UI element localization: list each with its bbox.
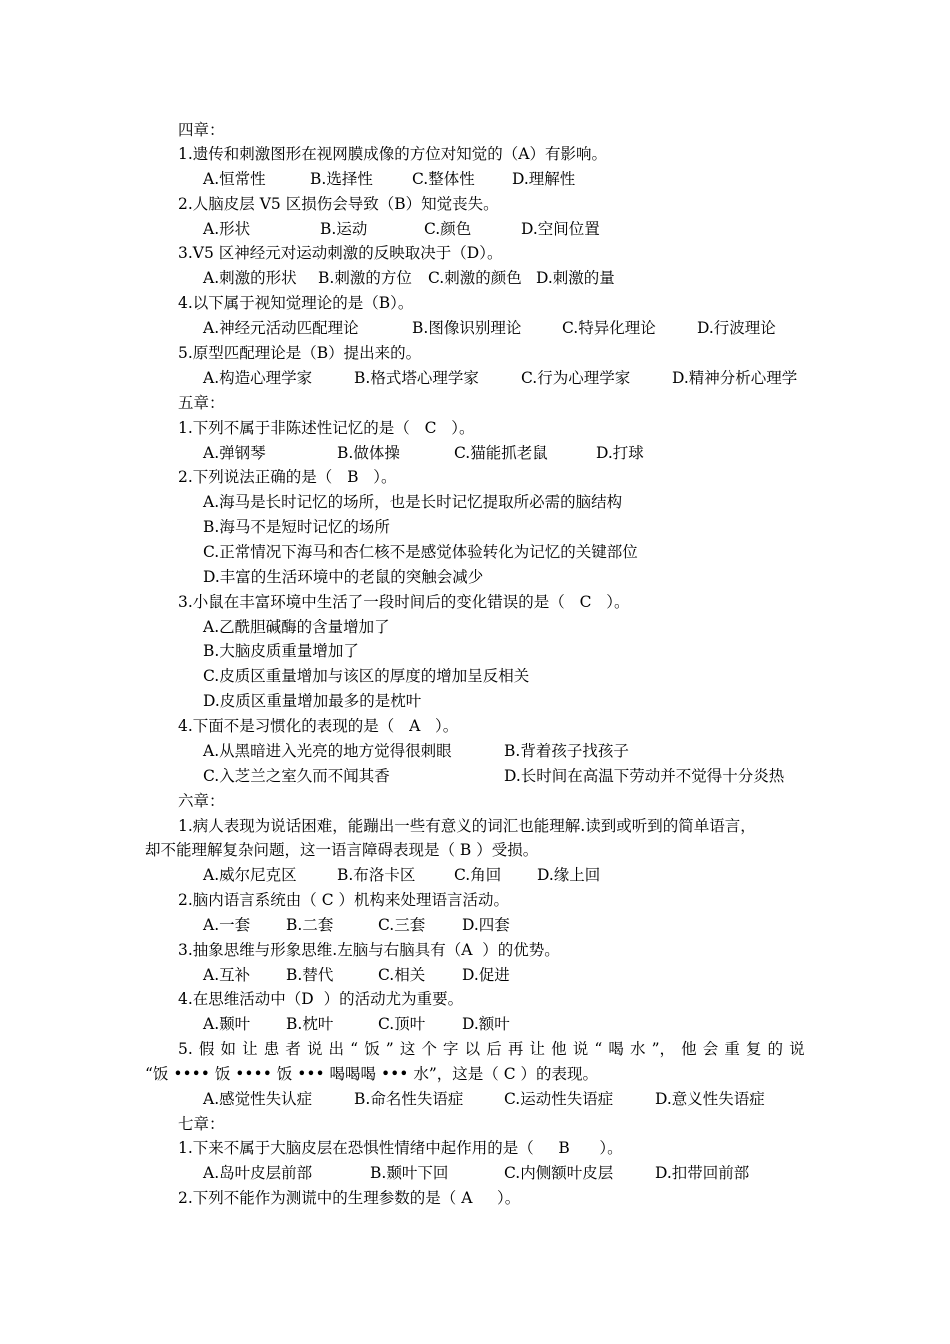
question-5-4: 4.下面不是习惯化的表现的是（ A ）。 <box>178 717 459 735</box>
word: 让 <box>529 1040 545 1058</box>
question-5-3: 3.小鼠在丰富环境中生活了一段时间后的变化错误的是（ C ）。 <box>178 593 630 611</box>
option: C.皮质区重量增加与该区的厚度的增加呈反相关 <box>203 667 530 685</box>
option: A.互补 <box>203 966 251 984</box>
word: 如 <box>220 1040 237 1058</box>
word: 他 <box>681 1040 697 1058</box>
option: C.内侧额叶皮层 <box>504 1164 614 1182</box>
question-6-3: 3.抽象思维与形象思维.左脑与右脑具有（A ）的优势。 <box>178 941 560 959</box>
chapter-6-heading: 六章： <box>178 792 225 810</box>
word: 说 <box>572 1040 589 1058</box>
option: D.精神分析心理学 <box>672 369 798 387</box>
word: 水 <box>629 1040 646 1058</box>
chapter-7-heading: 七章： <box>178 1115 225 1133</box>
option: D.空间位置 <box>521 220 600 238</box>
option: D.理解性 <box>512 170 576 188</box>
option: C.颜色 <box>424 220 472 238</box>
word: 说 <box>789 1040 805 1058</box>
word: 复 <box>745 1040 762 1058</box>
option: A.一套 <box>203 916 251 934</box>
option: D.促进 <box>462 966 510 984</box>
question-4-4: 4.以下属于视知觉理论的是（B）。 <box>178 294 414 312</box>
question-7-1: 1.下来不属于大脑皮层在恐惧性情绪中起作用的是（ B ）。 <box>178 1139 623 1157</box>
option: B.格式塔心理学家 <box>354 369 479 387</box>
option: C.整体性 <box>412 170 475 188</box>
word: 以 <box>464 1040 481 1058</box>
word: 5. <box>178 1040 193 1058</box>
question-6-4: 4.在思维活动中（D ）的活动尤为重要。 <box>178 990 464 1008</box>
option: B.颞叶下回 <box>370 1164 449 1182</box>
chapter-5-heading: 五章： <box>178 394 225 412</box>
option: B.海马不是短时记忆的场所 <box>203 518 390 536</box>
word: ”， <box>651 1040 675 1058</box>
option: D.刺激的量 <box>536 269 615 287</box>
option: A.乙酰胆碱酶的含量增加了 <box>203 618 390 636</box>
option: A.刺激的形状 <box>203 269 297 287</box>
option: D.长时间在高温下劳动并不觉得十分炎热 <box>504 767 785 785</box>
option: B.图像识别理论 <box>412 319 522 337</box>
question-4-3: 3.V5 区神经元对运动刺激的反映取决于（D）。 <box>178 244 503 262</box>
word: “ <box>350 1040 359 1058</box>
question-6-1-line1: 1.病人表现为说话困难，能蹦出一些有意义的词汇也能理解.读到或听到的简单语言， <box>178 817 756 835</box>
option: D.扣带回前部 <box>655 1164 750 1182</box>
option: B.枕叶 <box>286 1015 334 1033</box>
option: A.恒常性 <box>203 170 266 188</box>
word: 字 <box>443 1040 459 1058</box>
option: D.皮质区重量增加最多的是枕叶 <box>203 692 422 710</box>
word: 的 <box>767 1040 784 1058</box>
option: C.入芝兰之室久而不闻其香 <box>203 767 390 785</box>
question-5-2: 2.下列说法正确的是（ B ）。 <box>178 468 397 486</box>
option: D.丰富的生活环境中的老鼠的突触会减少 <box>203 568 484 586</box>
word: 让 <box>242 1040 258 1058</box>
option: C.猫能抓老鼠 <box>454 444 548 462</box>
option: B.做体操 <box>337 444 400 462</box>
option: B.选择性 <box>310 170 373 188</box>
word: 出 <box>328 1040 345 1058</box>
option: D.打球 <box>596 444 644 462</box>
option: B.布洛卡区 <box>337 866 416 884</box>
option: D.缘上回 <box>537 866 601 884</box>
option: B.刺激的方位 <box>318 269 412 287</box>
question-4-1: 1.遗传和刺激图形在视网膜成像的方位对知觉的（A）有影响。 <box>178 145 607 163</box>
option: C.运动性失语症 <box>504 1090 614 1108</box>
question-5-1: 1.下列不属于非陈述性记忆的是（ C ）。 <box>178 419 475 437</box>
option: C.刺激的颜色 <box>428 269 522 287</box>
option: A.形状 <box>203 220 251 238</box>
option: B.背着孩子找孩子 <box>504 742 629 760</box>
option: C.正常情况下海马和杏仁核不是感觉体验转化为记忆的关键部位 <box>203 543 638 561</box>
option: A.感觉性失认症 <box>203 1090 313 1108</box>
option: A.从黑暗进入光亮的地方觉得很刺眼 <box>203 742 452 760</box>
option: D.四套 <box>462 916 510 934</box>
word: 重 <box>724 1040 740 1058</box>
question-6-2: 2.脑内语言系统由（ C ）机构来处理语言活动。 <box>178 891 510 909</box>
option: B.运动 <box>320 220 368 238</box>
option: B.命名性失语症 <box>354 1090 464 1108</box>
option: C.角回 <box>454 866 502 884</box>
question-6-1-line2: 却不能理解复杂问题，这一语言障碍表现是（ B ）受损。 <box>145 841 539 859</box>
word: 后 <box>486 1040 502 1058</box>
word: 这 <box>399 1040 416 1058</box>
option: C.行为心理学家 <box>521 369 631 387</box>
option: A.弹钢琴 <box>203 444 266 462</box>
option: A.神经元活动匹配理论 <box>203 319 359 337</box>
option: A.海马是长时记忆的场所，也是长时记忆提取所必需的脑结构 <box>203 493 623 511</box>
option: D.行波理论 <box>697 319 776 337</box>
option: A.岛叶皮层前部 <box>203 1164 313 1182</box>
option: D.意义性失语症 <box>655 1090 765 1108</box>
word: 患 <box>263 1040 280 1058</box>
option: B.二套 <box>286 916 334 934</box>
word: 再 <box>507 1040 524 1058</box>
word: 他 <box>551 1040 567 1058</box>
option: C.顶叶 <box>378 1015 426 1033</box>
word: 说 <box>306 1040 323 1058</box>
question-6-5-line1 <box>178 1037 805 1061</box>
option: C.三套 <box>378 916 426 934</box>
option: C.相关 <box>378 966 426 984</box>
word: 假 <box>198 1040 215 1058</box>
question-6-5-line2: “饭 •••• 饭 •••• 饭 ••• 喝喝喝 ••• 水”，这是（ C ）的表现。 <box>145 1065 598 1083</box>
option: C.特异化理论 <box>562 319 656 337</box>
option: A.颞叶 <box>203 1015 251 1033</box>
option: A.威尔尼克区 <box>203 866 297 884</box>
word: 饭 <box>364 1040 380 1058</box>
word: 者 <box>285 1040 301 1058</box>
word: 会 <box>702 1040 719 1058</box>
question-7-2: 2.下列不能作为测谎中的生理参数的是（ A ）。 <box>178 1189 521 1207</box>
word: 喝 <box>608 1040 624 1058</box>
word: 个 <box>421 1040 437 1058</box>
option: B.大脑皮质重量增加了 <box>203 642 359 660</box>
chapter-4-heading: 四章： <box>178 121 225 139</box>
question-4-5: 5.原型匹配理论是（B）提出来的。 <box>178 344 422 362</box>
option: B.替代 <box>286 966 334 984</box>
question-4-2: 2.人脑皮层 V5 区损伤会导致（B）知觉丧失。 <box>178 195 499 213</box>
word: “ <box>594 1040 603 1058</box>
option: A.构造心理学家 <box>203 369 313 387</box>
option: D.额叶 <box>462 1015 510 1033</box>
word: ” <box>385 1040 394 1058</box>
